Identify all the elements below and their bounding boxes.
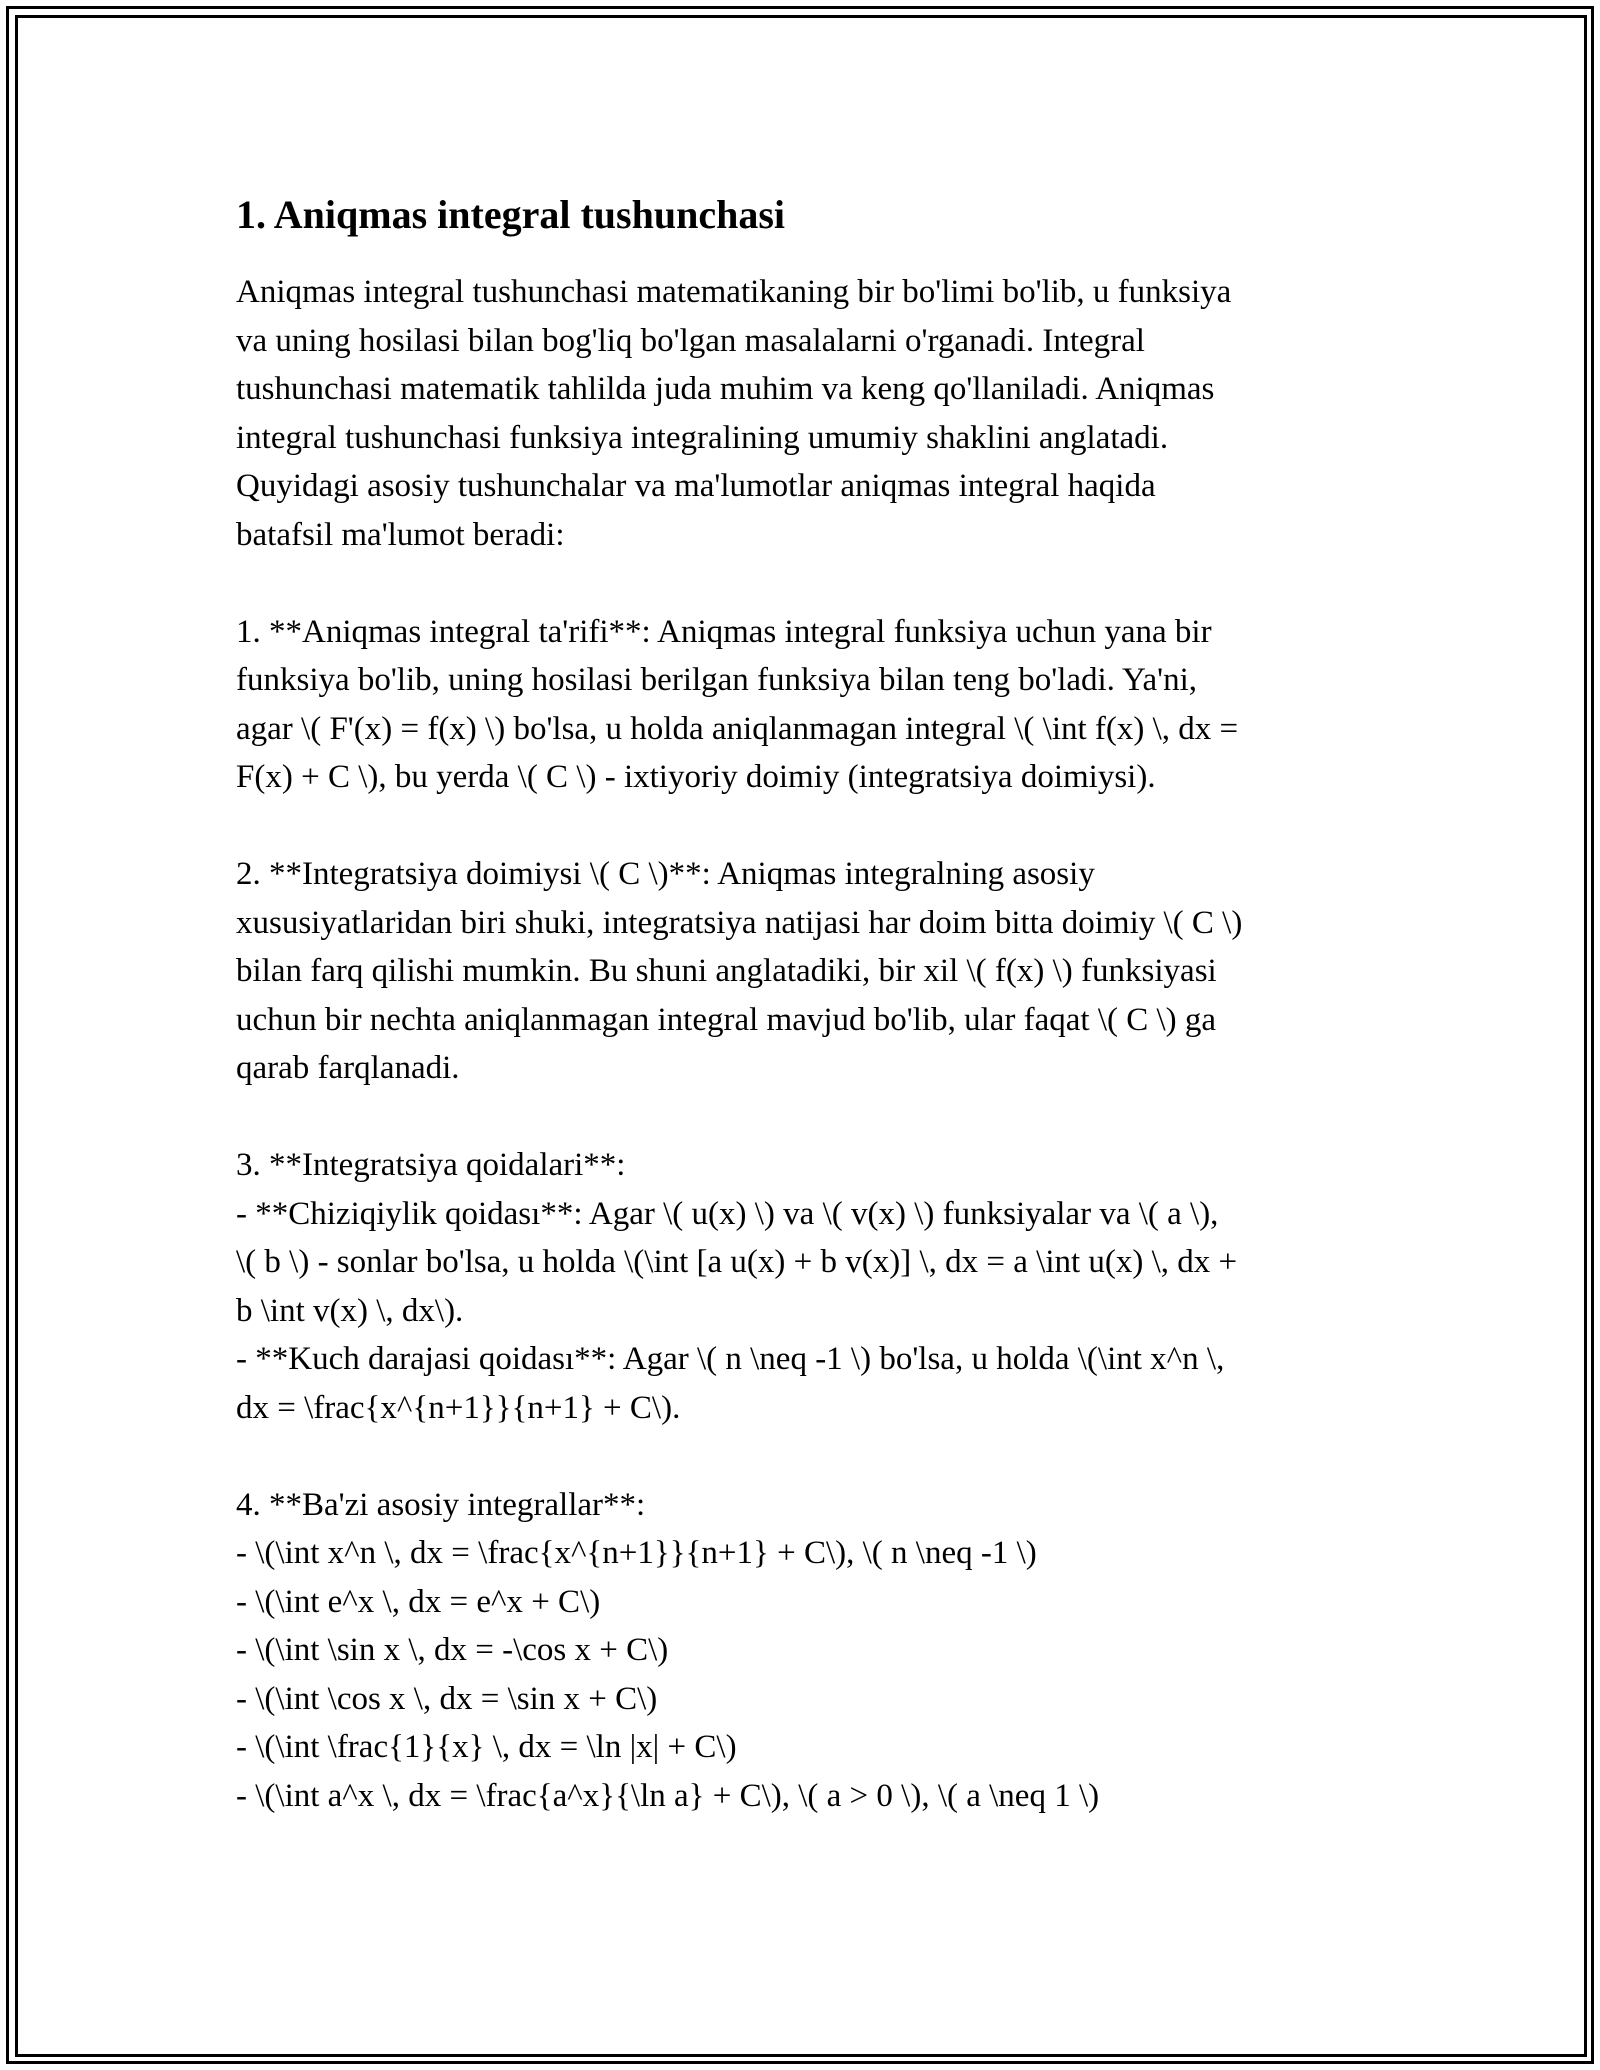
- document-content: [236, 188, 1376, 1820]
- document-body: Aniqmas integral tushunchasi matematikaning bir bo'limi bo'lib, u funksiya va uning hosilasi bilan bog'liq bo'lgan masalalarni o'rganadi. Integral tushunchasi matematik tahlilda juda muhim va keng qo'llaniladi. Aniqmas integral tushunchasi funksiya integralining umumiy shaklini anglatadi. Quyidagi asosiy tushunchalar va ma'lumotlar aniqmas integral haqida batafsil ma'lumot beradi: 1. **Aniqmas integral ta'rifi**: Aniqmas integral funksiya uchun yana bir funksiya bo'lib, uning hosilasi berilgan funksiya bilan teng bo'ladi. Ya'ni, agar \( F'(x) = f(x) \) bo'lsa, u holda aniqlanmagan integral \( \int f(x) \, dx = F(x) + C \), bu yerda \( C \) - ixtiyoriy doimiy (integratsiya doimiysi). 2. **Integratsiya doimiysi \( C \)**: Aniqmas integralning asosiy xususiyatlaridan biri shuki, integratsiya natijasi har doim bitta doimiy \( C \) bilan farq qilishi mumkin. Bu shuni anglatadiki, bir xil \( f(x) \) funksiyasi uchun bir nechta aniqlanmagan integral mavjud bo'lib, ular faqat \( C \) ga qarab farqlanadi. 3. **Integratsiya qoidalari**: - **Chiziqiylik qoidası**: Agar \( u(x) \) va \( v(x) \) funksiyalar va \( a \), \( b \) - sonlar bo'lsa, u holda \(\int [a u(x) + b v(x)] \, dx = a \int u(x) \, dx + b \int v(x) \, dx\). - **Kuch darajasi qoidası**: Agar \( n \neq -1 \) bo'lsa, u holda \(\int x^n \, dx = \frac{x^{n+1}}{n+1} + C\). 4. **Ba'zi asosiy integrallar**: - \(\int x^n \, dx = \frac{x^{n+1}}{n+1} + C\), \( n \neq -1 \) - \(\int e^x \, dx = e^x + C\) - \(\int \sin x \, dx = -\cos x + C\) - \(\int \cos x \, dx = \sin x + C\) - \(\int \frac{1}{x} \, dx = \ln |x| + C\) - \(\int a^x \, dx = \frac{a^x}{\ln a} + C\), \( a > 0 \), \( a \neq 1 \): [236, 274, 1243, 1814]
- page-title: 1. Aniqmas integral tushunchasi: [236, 192, 786, 237]
